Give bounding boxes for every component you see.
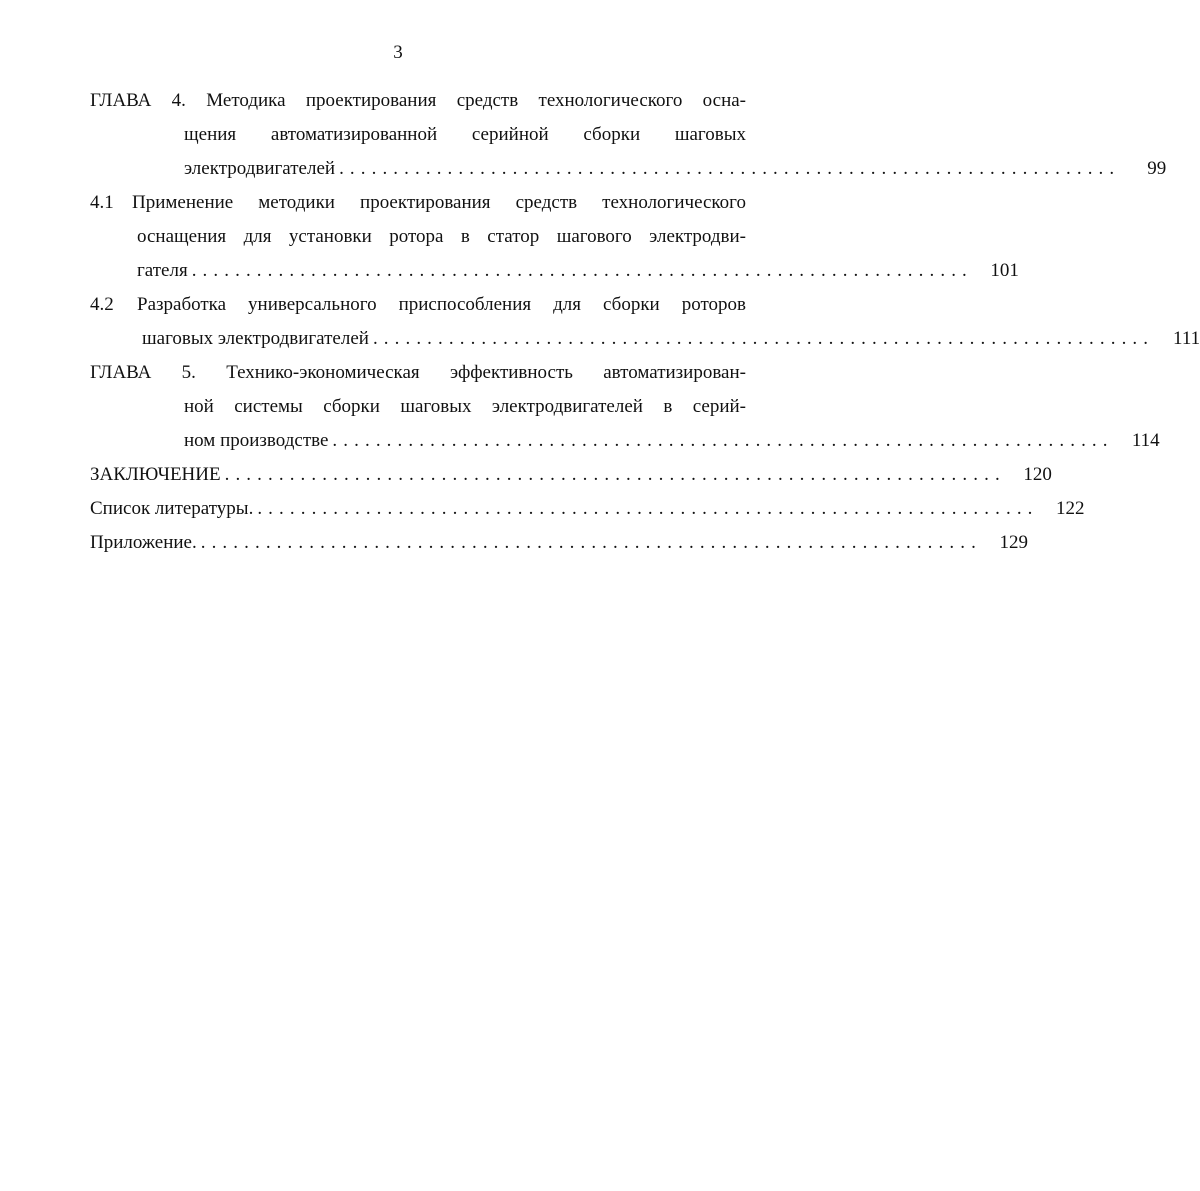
toc-entry-text: оснащения для установки ротора в статор шагового электродви- bbox=[137, 226, 746, 247]
dot-leader: ........................................................................ bbox=[191, 260, 973, 281]
toc-entry-text: Разработка универсального приспособления для сборки роторов bbox=[137, 294, 746, 315]
toc-entry-references[interactable] bbox=[90, 492, 1085, 526]
toc-page-number: 122 bbox=[1056, 498, 1085, 519]
dot-leader: ........................................................................ bbox=[257, 498, 1039, 519]
toc-entry-text: гателя bbox=[137, 260, 188, 281]
page-number: 3 bbox=[393, 42, 403, 63]
section-number: 4.2 bbox=[90, 294, 114, 315]
toc-page-number: 129 bbox=[999, 532, 1028, 553]
toc-entry-text: Приложение. bbox=[90, 532, 197, 553]
toc-entry-text: электродвигателей bbox=[184, 158, 336, 179]
dot-leader: ........................................................................ bbox=[372, 328, 1155, 349]
toc-entry-section-4-2[interactable] bbox=[90, 288, 1200, 356]
dot-leader: ........................................................................ bbox=[224, 464, 1006, 485]
dot-leader: ........................................................................ bbox=[200, 532, 982, 553]
dot-leader: ........................................................................ bbox=[339, 158, 1121, 179]
toc-entry-text: щения автоматизированной серийной сборки шаговых bbox=[184, 124, 746, 145]
table-of-contents bbox=[90, 84, 1200, 560]
toc-entry-appendix[interactable] bbox=[90, 526, 1028, 560]
toc-page-number: 111 bbox=[1173, 328, 1200, 349]
dot-leader: ........................................................................ bbox=[332, 430, 1114, 451]
toc-entry-text: ГЛАВА 4. Методика проектирования средств технологического осна- bbox=[90, 90, 746, 111]
toc-entry-text: Применение методики проектирования средств технологического bbox=[132, 192, 746, 213]
toc-entry-text: ной системы сборки шаговых электродвигателей в серий- bbox=[184, 396, 746, 417]
toc-entry-text: ЗАКЛЮЧЕНИЕ bbox=[90, 464, 221, 485]
toc-entry-section-4-1[interactable] bbox=[90, 186, 1019, 288]
section-number: 4.1 bbox=[90, 192, 114, 213]
toc-entry-text: шаговых электродвигателей bbox=[142, 328, 369, 349]
toc-entry-text: Список литературы. bbox=[90, 498, 254, 519]
toc-entry-chapter-5[interactable] bbox=[90, 356, 1160, 458]
toc-page-number: 99 bbox=[1147, 158, 1167, 179]
toc-entry-text: ГЛАВА 5. Технико-экономическая эффективность автоматизирован- bbox=[90, 362, 746, 383]
toc-page-number: 120 bbox=[1023, 464, 1052, 485]
toc-page-number: 114 bbox=[1131, 430, 1160, 451]
toc-entry-text: ном производстве bbox=[184, 430, 329, 451]
toc-entry-conclusion[interactable] bbox=[90, 458, 1052, 492]
toc-page-number: 101 bbox=[990, 260, 1019, 281]
toc-entry-chapter-4[interactable] bbox=[90, 84, 1167, 186]
